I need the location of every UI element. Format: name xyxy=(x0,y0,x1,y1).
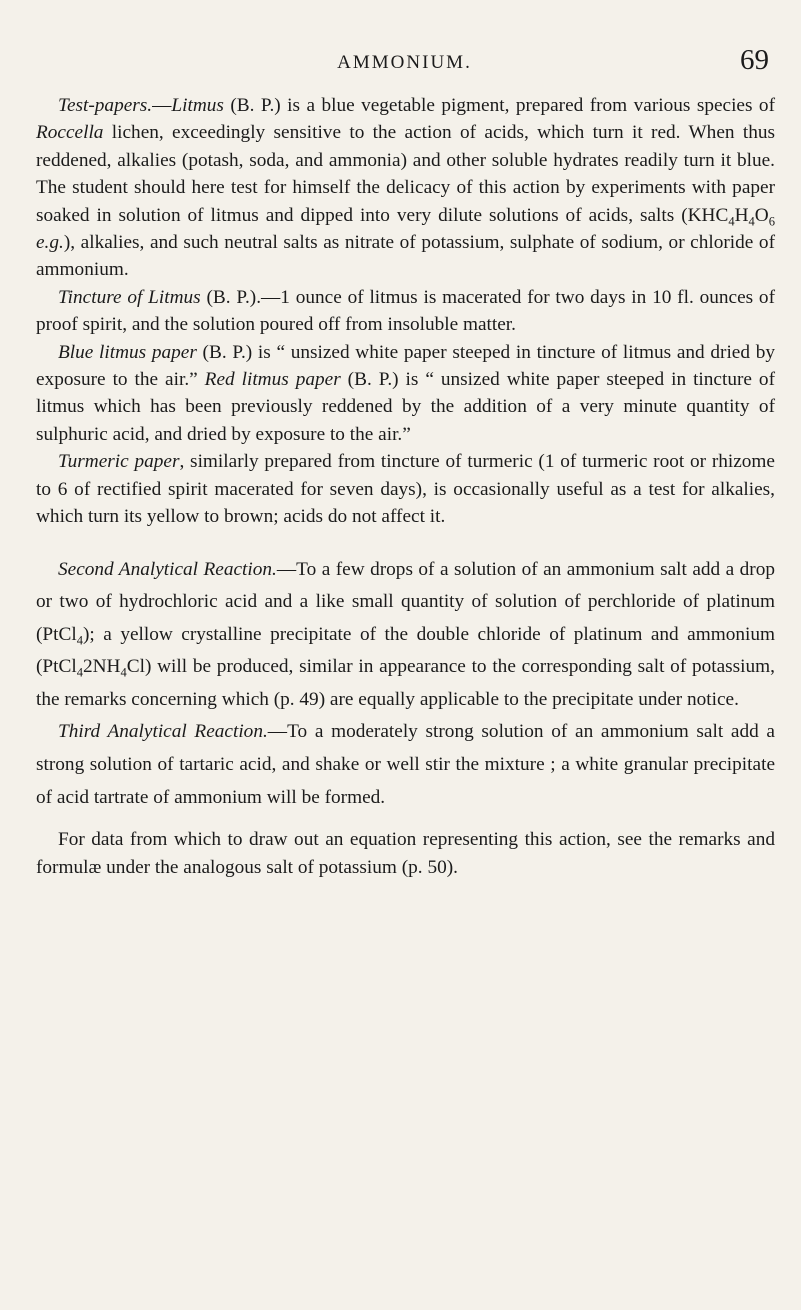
paragraph-equation-note xyxy=(36,826,775,881)
term-eg: e.g. xyxy=(36,232,64,254)
heading-test-papers: Test-papers. xyxy=(58,95,153,116)
term-roccella: Roccella xyxy=(36,122,104,144)
text: (B. P.) is “ unsized white paper steeped in tincture of litmus and dried by exposure to the air.” xyxy=(36,341,775,391)
heading-third-reaction: Third Analytical Reaction. xyxy=(58,721,268,743)
dash: — xyxy=(152,95,172,116)
heading-second-reaction: Second Analytical Reaction. xyxy=(58,558,277,580)
heading-blue-litmus-paper: Blue litmus paper xyxy=(58,341,197,363)
subscript: 4 xyxy=(76,665,83,680)
subscript: 4 xyxy=(728,214,735,229)
heading-turmeric-paper: Turmeric paper xyxy=(58,451,180,473)
text: ); a yellow crystalline precipitate of the double chloride of platinum and ammonium (PtCl xyxy=(36,623,775,678)
subscript: 4 xyxy=(120,665,127,680)
text: , similarly prepared from tincture of turmeric (1 of turmeric root or rhizome to 6 of rectified spirit macerated for seven days), is occasionally useful as a test for alkalies, which turn its yellow to brown; acids do not affect it. xyxy=(36,451,775,528)
text: 2NH xyxy=(82,656,121,678)
text: Cl) will be produced, similar in appearance to the corresponding salt of potassium, the remarks concerning which (p. 49) are equally applicable to the precipitate under notice. xyxy=(36,656,775,710)
page-header xyxy=(36,44,773,80)
term-litmus: Litmus xyxy=(171,95,224,116)
page-number: 69 xyxy=(740,44,769,76)
text: —To a moderately strong solution of an ammonium salt add a strong solution of tartaric acid, and shake or well stir the mixture ; a white granular precipitate of acid tartrate of ammonium will be formed. xyxy=(36,721,775,808)
paragraph-turmeric-paper xyxy=(36,448,775,530)
page-body xyxy=(36,92,775,881)
subscript: 4 xyxy=(748,214,755,229)
text: H xyxy=(734,204,749,226)
text: ), alkalies, and such neutral salts as nitrate of potassium, sulphate of sodium, or chloride of ammonium. xyxy=(36,232,775,281)
subscript: 6 xyxy=(768,214,775,229)
text: For data from which to draw out an equation representing this action, see the remarks and formulæ under the analogous salt of potassium (p. 50). xyxy=(36,829,775,878)
heading-tincture-of-litmus: Tincture of Litmus xyxy=(58,286,201,308)
running-head: AMMONIUM. xyxy=(337,52,472,73)
paragraph-test-papers xyxy=(36,92,775,284)
paragraph-litmus-papers xyxy=(36,339,775,449)
paragraph-second-reaction xyxy=(36,554,775,717)
text: (B. P.) is a blue vegetable pigment, prepared from various species of xyxy=(223,95,775,116)
text: (B. P.) is “ unsized white paper steeped in tincture of litmus which has been previously reddened by the addition of a very minute quantity of sulphuric acid, and dried by exposure to the air.” xyxy=(36,369,775,445)
text: —To a few drops of a solution of an ammonium salt add a drop or two of hydrochloric acid and a like small quantity of solution of perchloride of platinum (PtCl xyxy=(36,558,775,645)
heading-red-litmus-paper: Red litmus paper xyxy=(204,369,341,391)
paragraph-third-reaction xyxy=(36,716,775,814)
text: (B. P.).—1 ounce of litmus is macerated for two days in 10 fl. ounces of proof spirit, and the solution poured off from insoluble matter. xyxy=(36,286,775,336)
text: O xyxy=(754,204,769,226)
paragraph-tincture-of-litmus xyxy=(36,284,775,339)
text: lichen, exceedingly sensitive to the action of acids, which turn it red. When thus reddened, alkalies (potash, soda, and ammonia) and other soluble hydrates readily turn it blue. The student should here test for himself the delicacy of this action by experiments with paper soaked in solution of litmus and dipped into very dilute solutions of acids, salts (KHC xyxy=(36,122,775,226)
subscript: 4 xyxy=(76,633,83,648)
